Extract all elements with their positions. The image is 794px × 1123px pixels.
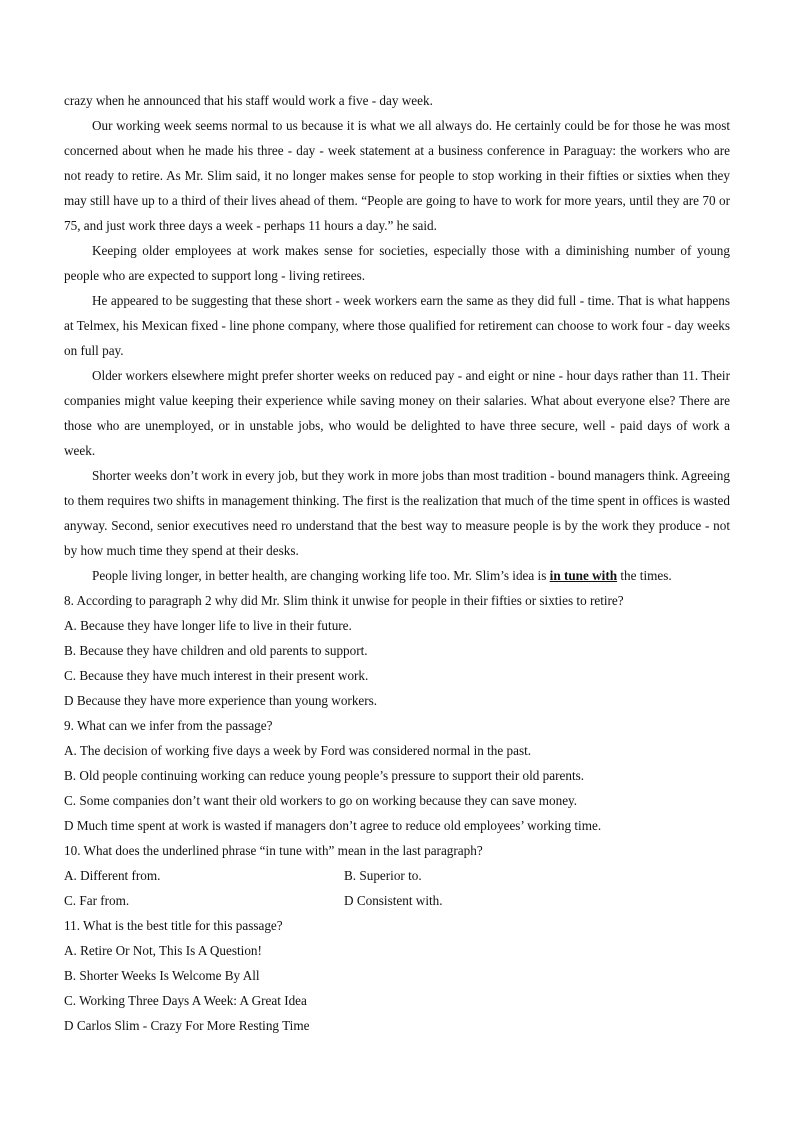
passage-paragraph-3: He appeared to be suggesting that these short - week workers earn the same as they did full - time. That is what happens at Telmex, his Mexican fixed - line phone company, where those qualified for retirement can choose to work four - day weeks on full pay. xyxy=(64,293,730,358)
question-8-option-b: B. Because they have children and old parents to support. xyxy=(64,643,368,658)
question-8 xyxy=(64,588,730,713)
passage-paragraph-5: Shorter weeks don’t work in every job, but they work in more jobs than most tradition - bound managers think. Agreeing to them requires two shifts in management thinking. The first is the realization that much of the time spent in offices is wasted anyway. Second, senior executives need ro understand that the best way to measure people is by the work they produce - not by how much time they spend at their desks. xyxy=(64,468,730,558)
paragraph-6-text-end: the times. xyxy=(617,568,672,583)
passage-paragraph-1: Our working week seems normal to us because it is what we all always do. He certainly could be for those he was most concerned about when he made his three - day - week statement at a business conference in Paraguay: the workers who are not ready to retire. As Mr. Slim said, it no longer makes sense for people to stop working in their fifties or sixties when they may still have up to a third of their lives ahead of them. “People are going to have to work for more years, until they are 70 or 75, and just work three days a week - perhaps 11 hours a day.” he said. xyxy=(64,118,730,233)
question-10-option-a: A. Different from. xyxy=(64,868,161,883)
question-11 xyxy=(64,913,730,1038)
question-9-option-b: B. Old people continuing working can reduce young people’s pressure to support their old parents. xyxy=(64,768,585,783)
question-9-option-d: D Much time spent at work is wasted if managers don’t agree to reduce old employees’ working time. xyxy=(64,818,602,833)
question-8-stem: 8. According to paragraph 2 why did Mr. Slim think it unwise for people in their fifties or sixties to retire? xyxy=(64,593,624,608)
question-10-option-c: C. Far from. xyxy=(64,893,130,908)
question-10-stem: 10. What does the underlined phrase “in tune with” mean in the last paragraph? xyxy=(64,843,483,858)
question-9 xyxy=(64,713,730,838)
passage-paragraph-2: Keeping older employees at work makes sense for societies, especially those with a diminishing number of young people who are expected to support long - living retirees. xyxy=(64,243,730,283)
question-10-options-row-2 xyxy=(64,888,730,913)
passage-paragraph-0: crazy when he announced that his staff would work a five - day week. xyxy=(64,93,433,108)
question-10-option-b: B. Superior to. xyxy=(344,868,422,883)
question-11-option-d: D Carlos Slim - Crazy For More Resting Time xyxy=(64,1018,310,1033)
question-11-option-c: C. Working Three Days A Week: A Great Idea xyxy=(64,993,307,1008)
question-8-option-d: D Because they have more experience than young workers. xyxy=(64,693,378,708)
question-10 xyxy=(64,838,730,913)
passage-paragraph-4: Older workers elsewhere might prefer shorter weeks on reduced pay - and eight or nine - hour days rather than 11. Their companies might value keeping their experience while saving money on their salaries. What about everyone else? There are those who are unemployed, or in unstable jobs, who would be delighted to have three secure, well - paid days of work a week. xyxy=(64,368,730,458)
question-9-option-a: A. The decision of working five days a week by Ford was considered normal in the past. xyxy=(64,743,532,758)
question-10-option-d: D Consistent with. xyxy=(344,893,443,908)
question-8-option-c: C. Because they have much interest in their present work. xyxy=(64,668,369,683)
question-9-option-c: C. Some companies don’t want their old workers to go on working because they can save money. xyxy=(64,793,578,808)
underlined-phrase: in tune with xyxy=(549,568,618,583)
passage-paragraph-6 xyxy=(64,563,730,588)
question-9-stem: 9. What can we infer from the passage? xyxy=(64,718,273,733)
paragraph-6-text-start: People living longer, in better health, are changing working life too. Mr. Slim’s idea is xyxy=(92,568,550,583)
question-11-option-b: B. Shorter Weeks Is Welcome By All xyxy=(64,968,260,983)
question-11-stem: 11. What is the best title for this passage? xyxy=(64,918,283,933)
document-page xyxy=(64,88,730,1038)
question-10-options-row-1 xyxy=(64,863,730,888)
question-11-option-a: A. Retire Or Not, This Is A Question! xyxy=(64,943,262,958)
question-8-option-a: A. Because they have longer life to live in their future. xyxy=(64,618,352,633)
